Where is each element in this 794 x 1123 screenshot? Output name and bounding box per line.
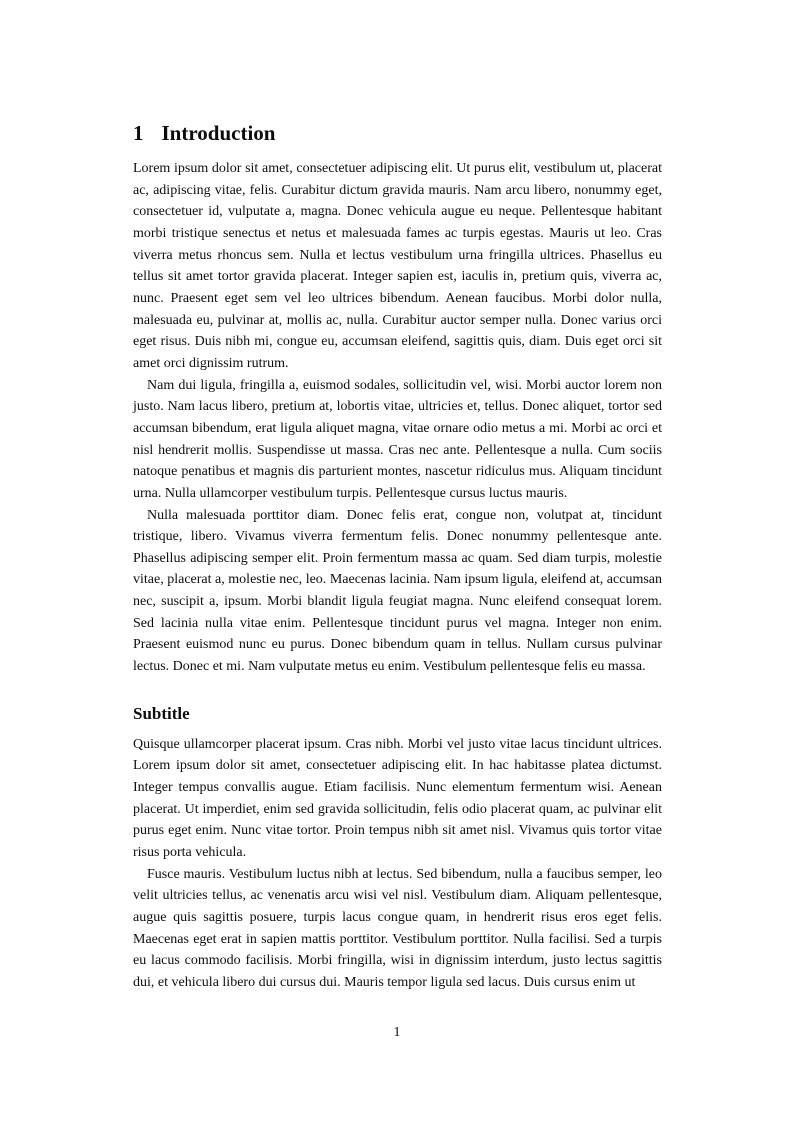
- section-number: 1: [133, 121, 144, 145]
- text-column: [133, 121, 662, 994]
- paragraph: Nulla malesuada porttitor diam. Donec felis erat, congue non, volutpat at, tincidunt tristique, libero. Vivamus viverra fermentum felis. Donec nonummy pellentesque ante. Phasellus adipiscing semper elit. Proin fermentum massa ac quam. Sed diam turpis, molestie vitae, placerat a, molestie nec, leo. Maecenas lacinia. Nam ipsum ligula, eleifend at, accumsan nec, suscipit a, ipsum. Morbi blandit ligula feugiat magna. Nunc eleifend consequat lorem. Sed lacinia nulla vitae enim. Pellentesque tincidunt purus vel magna. Integer non enim. Praesent euismod nunc eu purus. Donec bibendum quam in tellus. Nullam cursus pulvinar lectus. Donec et mi. Nam vulputate metus eu enim. Vestibulum pellentesque felis eu massa.: [133, 507, 662, 675]
- section-title: Introduction: [161, 121, 276, 145]
- subsection-heading: Subtitle: [133, 703, 190, 723]
- paragraph: Lorem ipsum dolor sit amet, consectetuer adipiscing elit. Ut purus elit, vestibulum ut, placerat ac, adipiscing vitae, felis. Curabitur dictum gravida mauris. Nam arcu libero, nonummy eget, consectetuer id, vulputate a, magna. Donec vehicula augue eu neque. Pellentesque habitant morbi tristique senectus et netus et malesuada fames ac turpis egestas. Mauris ut leo. Cras viverra metus rhoncus sem. Nulla et lectus vestibulum urna fringilla ultrices. Phasellus eu tellus sit amet tortor gravida placerat. Integer sapien est, iaculis in, pretium quis, viverra ac, nunc. Praesent eget sem vel leo ultrices bibendum. Aenean faucibus. Morbi dolor nulla, malesuada eu, pulvinar at, mollis ac, nulla. Curabitur auctor semper nulla. Donec varius orci eget risus. Duis nibh mi, congue eu, accumsan eleifend, sagittis quis, diam. Duis eget orci sit amet orci dignissim rutrum.: [133, 161, 662, 371]
- section-heading: [133, 121, 662, 145]
- page-footer: [0, 1024, 794, 1042]
- paragraph: Quisque ullamcorper placerat ipsum. Cras nibh. Morbi vel justo vitae lacus tincidunt ultrices. Lorem ipsum dolor sit amet, consectetuer adipiscing elit. In hac habitasse platea dictumst. Integer tempus convallis augue. Etiam facilisis. Nunc elementum fermentum wisi. Aenean placerat. Ut imperdiet, enim sed gravida sollicitudin, felis odio placerat quam, ac pulvinar elit purus eget enim. Nunc vitae tortor. Proin tempus nibh sit amet nisl. Vivamus quis tortor vitae risus porta vehicula.: [133, 736, 662, 861]
- paragraph: Fusce mauris. Vestibulum luctus nibh at lectus. Sed bibendum, nulla a faucibus semper, leo velit ultricies tellus, ac venenatis arcu wisi vel nisl. Vestibulum diam. Aliquam pellentesque, augue quis sagittis posuere, turpis lacus congue quam, in hendrerit risus eros eget felis. Maecenas eget erat in sapien mattis porttitor. Vestibulum porttitor. Nulla facilisi. Sed a turpis eu lacus commodo facilisis. Morbi fringilla, wisi in dignissim interdum, justo lectus sagittis dui, et vehicula libero dui cursus dui. Mauris tempor ligula sed lacus. Duis cursus enim ut: [133, 866, 662, 990]
- paragraph: Nam dui ligula, fringilla a, euismod sodales, sollicitudin vel, wisi. Morbi auctor lorem non justo. Nam lacus libero, pretium at, lobortis vitae, ultricies et, tellus. Donec aliquet, tortor sed accumsan bibendum, erat ligula aliquet magna, vitae ornare odio metus a mi. Morbi ac orci et nisl hendrerit mollis. Suspendisse ut massa. Cras nec ante. Pellentesque a nulla. Cum sociis natoque penatibus et magnis dis parturient montes, nascetur ridiculus mus. Aliquam tincidunt urna. Nulla ullamcorper vestibulum turpis. Pellentesque cursus luctus mauris.: [133, 377, 662, 501]
- page-number: 1: [393, 1025, 401, 1040]
